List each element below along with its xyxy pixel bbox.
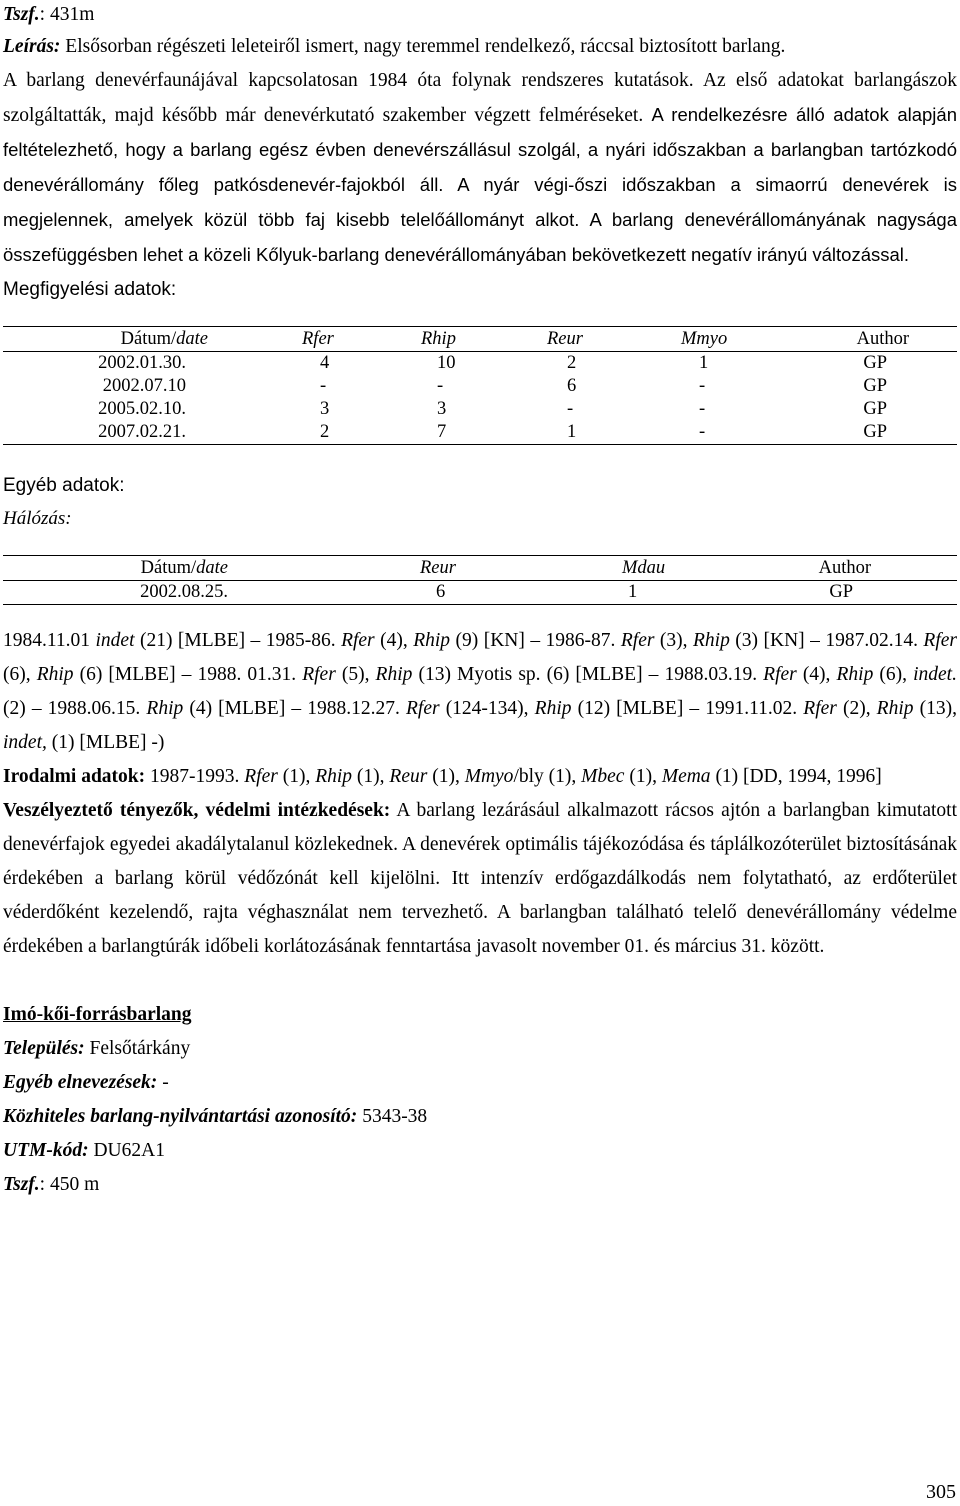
table-cell: 1: [448, 581, 648, 605]
azonosito-line: Közhiteles barlang-nyilvántartási azonosító: 5343-38: [3, 1106, 428, 1127]
col-rfer: Rfer: [208, 327, 331, 352]
leiras-text: Elsősorban régészeti leleteiről ismert, nagy teremmel rendelkező, ráccsal biztosított barlang.: [60, 36, 786, 57]
tszf-label: Tszf.: [3, 4, 40, 25]
tszf-line-2: Tszf.: 450 m: [3, 1174, 100, 1195]
netting-table: [3, 555, 957, 605]
col-mdau: Mdau: [448, 556, 648, 581]
threats-paragraph: [3, 794, 957, 964]
col-reur: Reur: [453, 327, 575, 352]
document-page: [3, 0, 957, 1202]
table-cell: 2005.02.10.: [98, 399, 186, 419]
leiras-paragraph: [3, 30, 957, 64]
observations-heading: Megfigyelési adatok:: [3, 279, 177, 300]
tszf-value: : 431m: [39, 4, 95, 25]
tszf-line: [3, 0, 957, 30]
table-row: [3, 421, 957, 445]
table-row: [3, 352, 957, 376]
threats-label: Veszélyeztető tényezők, védelmi intézkedések:: [3, 800, 391, 821]
page-number: 305: [926, 1481, 956, 1503]
table-cell: GP: [705, 421, 957, 445]
next-cave-entry: [3, 998, 957, 1202]
table-cell: -: [575, 421, 705, 445]
table-cell: GP: [863, 353, 887, 373]
netting-header-row: [3, 556, 957, 581]
observations-table: [3, 326, 957, 445]
halozas-subheading: Hálózás:: [3, 508, 72, 529]
table-cell: -: [320, 376, 327, 396]
literature-label: Irodalmi adatok:: [3, 766, 146, 787]
table-row: [3, 375, 957, 398]
leiras-label: Leírás:: [3, 36, 61, 57]
table-cell: 7: [331, 421, 453, 445]
table-cell: 3: [320, 399, 330, 419]
telepules-line: Település: Felsőtárkány: [3, 1038, 191, 1059]
table-cell: 1: [453, 421, 575, 445]
col-author: Author: [648, 556, 957, 581]
table-cell: 2002.01.30.: [98, 353, 186, 373]
table-cell: -: [699, 376, 706, 396]
col-rhip: Rhip: [331, 327, 453, 352]
cave-title: Imó-kői-forrásbarlang: [3, 1004, 192, 1025]
other-data-heading: Egyéb adatok:: [3, 475, 125, 496]
table-cell: 2002.07.10: [102, 376, 186, 396]
table-cell: -: [699, 399, 706, 419]
utm-line: UTM-kód: DU62A1: [3, 1140, 165, 1161]
table-cell: 4: [320, 353, 330, 373]
col-reur: Reur: [228, 556, 448, 581]
col-date: Dátum/date: [3, 327, 208, 352]
table-cell: 2: [208, 421, 331, 445]
table-cell: GP: [648, 581, 957, 605]
threats-text: A barlang lezárásául alkalmazott rácsos ajtón a barlangban kimutatott denevérfajok egyedei akadálytalanul közlekednek. A denevérek optimális tájékozódása és táplálkozóterület biztosításának érdekében a barlang körül védőzónát kell kijelölni. Itt intenzív erdőgazdálkodás nem folytatható, az erdőterület véderdőként kezelendő, rajta véghasználat nem tervezhető. A barlangban található telelő denevérállomány védelme érdekében a barlangtúrák időbeli korlátozásának fenntartása javasolt november 01. és március 31. között.: [3, 800, 958, 957]
table-cell: GP: [863, 376, 887, 396]
table-cell: 2007.02.21.: [3, 421, 208, 445]
table-cell: -: [567, 399, 574, 419]
history-paragraph: 1984.11.01 indet (21) [MLBE] – 1985-86. Rfer (4), Rhip (9) [KN] – 1986-87. Rfer (3), Rhip (3) [KN] – 1987.02.14. Rfer (6), Rhip (6) [MLBE] – 1988. 01.31. Rfer (5), Rhip (13) Myotis sp. (6) [MLBE] – 1988.03.19. Rfer (4), Rhip (6), indet. (2) – 1988.06.15. Rhip (4) [MLBE] – 1988.12.27. Rfer (124-134), Rhip (12) [MLBE] – 1991.11.02. Rfer (2), Rhip (13), indet, (1) [MLBE] -): [3, 630, 957, 753]
table-cell: 1: [699, 353, 709, 373]
literature-paragraph: Irodalmi adatok: 1987-1993. Rfer (1), Rhip (1), Reur (1), Mmyo/bly (1), Mbec (1), Mema (1) [DD, 1994, 1996]: [3, 766, 882, 787]
bat-fauna-text: A barlang denevérfaunájával kapcsolatosan 1984 óta folynak rendszeres kutatások. Az első adatokat barlangászok szolgáltatták, majd később már denevérkutató szakember végzett felméréseket.: [3, 70, 957, 126]
table-cell: 6: [228, 581, 448, 605]
col-author: Author: [705, 327, 957, 352]
observations-header-row: [3, 327, 957, 352]
table-row: [3, 581, 957, 605]
table-cell: 10: [437, 353, 456, 373]
table-cell: 3: [437, 399, 447, 419]
egyeb-elnevezesek-line: Egyéb elnevezések: -: [3, 1072, 169, 1093]
bat-fauna-paragraph: [3, 64, 957, 273]
table-cell: GP: [863, 399, 887, 419]
col-date: Dátum/date: [3, 556, 228, 581]
table-cell: 2002.08.25.: [3, 581, 228, 605]
table-cell: 2: [567, 353, 577, 373]
table-cell: 6: [567, 376, 577, 396]
col-mmyo: Mmyo: [575, 327, 705, 352]
table-cell: -: [437, 376, 444, 396]
table-row: [3, 398, 957, 421]
bat-fauna-sans-text: A rendelkezésre álló adatok alapján feltételezhető, hogy a barlang egész évben denevérszállásul szolgál, a nyári időszakban a barlangban tartózkodó denevérállomány főleg patkósdenevér-fajokból áll. A nyár végi-őszi időszakban a simaorrú denevérek is megjelennek, amelyek közül több faj kisebb telelőállományt alkot. A barlang denevérállományának nagysága összefüggésben lehet a közeli Kőlyuk-barlang denevérállományában bekövetkezett negatív irányú változással.: [3, 104, 958, 265]
